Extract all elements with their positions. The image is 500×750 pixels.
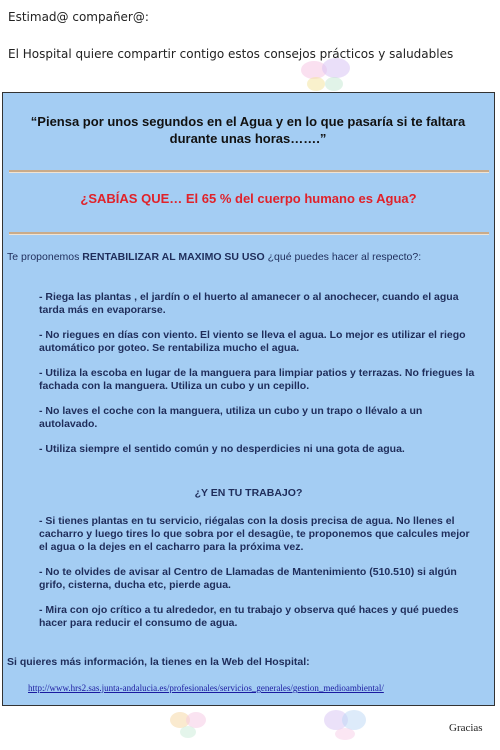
tip-item: - Utiliza siempre el sentido común y no desperdicies ni una gota de agua. xyxy=(39,443,405,455)
tip-item: - No laves el coche con la manguera, utiliza un cubo y un trapo o llévalo a un autolavado. xyxy=(39,405,423,430)
proposal-bold: RENTABILIZAR AL MAXIMO SU USO xyxy=(82,251,265,263)
work-heading: ¿Y EN TU TRABAJO? xyxy=(194,487,303,499)
divider-bottom xyxy=(9,232,489,235)
proposal-prefix: Te proponemos xyxy=(7,251,83,263)
greeting: Estimad@ compañer@: xyxy=(8,10,149,24)
work-tip-item: - No te olvides de avisar al Centro de Llamadas de Mantenimiento (510.510) si algún grifo, cisterna, ducha etc, pierde agua. xyxy=(39,566,457,591)
home-tips-list xyxy=(39,291,479,468)
did-you-know-text: ¿SABÍAS QUE… El 65 % del cuerpo humano es Agua? xyxy=(80,191,417,206)
water-tips-panel xyxy=(2,92,495,706)
more-info-text: Si quieres más información, la tienes en la Web del Hospital: xyxy=(7,656,310,668)
butterfly-watermark-bottom-right xyxy=(322,706,368,742)
tip-item: - Riega las plantas , el jardín o el huerto al amanecer o al anochecer, cuando el agua tarda más en evaporarse. xyxy=(39,291,459,316)
hospital-web-link[interactable]: http://www.hrs2.sas.junta-andalucia.es/profesionales/servicios_generales/gestion_medioambiental/ xyxy=(28,683,384,693)
butterfly-watermark-bottom-left xyxy=(168,708,208,740)
work-tip-item: - Si tienes plantas en tu servicio, riégalas con la dosis precisa de agua. No llenes el cacharro y luego tires lo que sobra por el desagüe, te proponemos que calcules mejor el agua o la dejes en el cacharro para la próxima vez. xyxy=(39,515,470,553)
divider-top xyxy=(9,170,489,173)
thanks-text: Gracias xyxy=(449,722,483,734)
intro-text: El Hospital quiere compartir contigo estos consejos prácticos y saludables xyxy=(8,47,454,61)
proposal-text xyxy=(7,251,492,263)
tip-item: - Utiliza la escoba en lugar de la manguera para limpiar patios y terrazas. No friegues la fachada con la manguera. Utiliza un cubo y un cepillo. xyxy=(39,367,475,392)
quote-text: “Piensa por unos segundos en el Agua y en lo que pasaría si te faltara durante unas horas…….” xyxy=(30,114,466,146)
work-tips-list xyxy=(39,515,479,642)
tip-item: - No riegues en días con viento. El viento se lleva el agua. Lo mejor es utilizar el riego automático por goteo. Se rentabiliza mucho el agua. xyxy=(39,329,466,354)
proposal-suffix: ¿qué puedes hacer al respecto?: xyxy=(264,251,422,263)
work-tip-item: - Mira con ojo crítico a tu alrededor, en tu trabajo y observa qué haces y qué puedes hacer para reducir el consumo de agua. xyxy=(39,604,459,629)
butterfly-watermark-top-right xyxy=(300,58,352,94)
